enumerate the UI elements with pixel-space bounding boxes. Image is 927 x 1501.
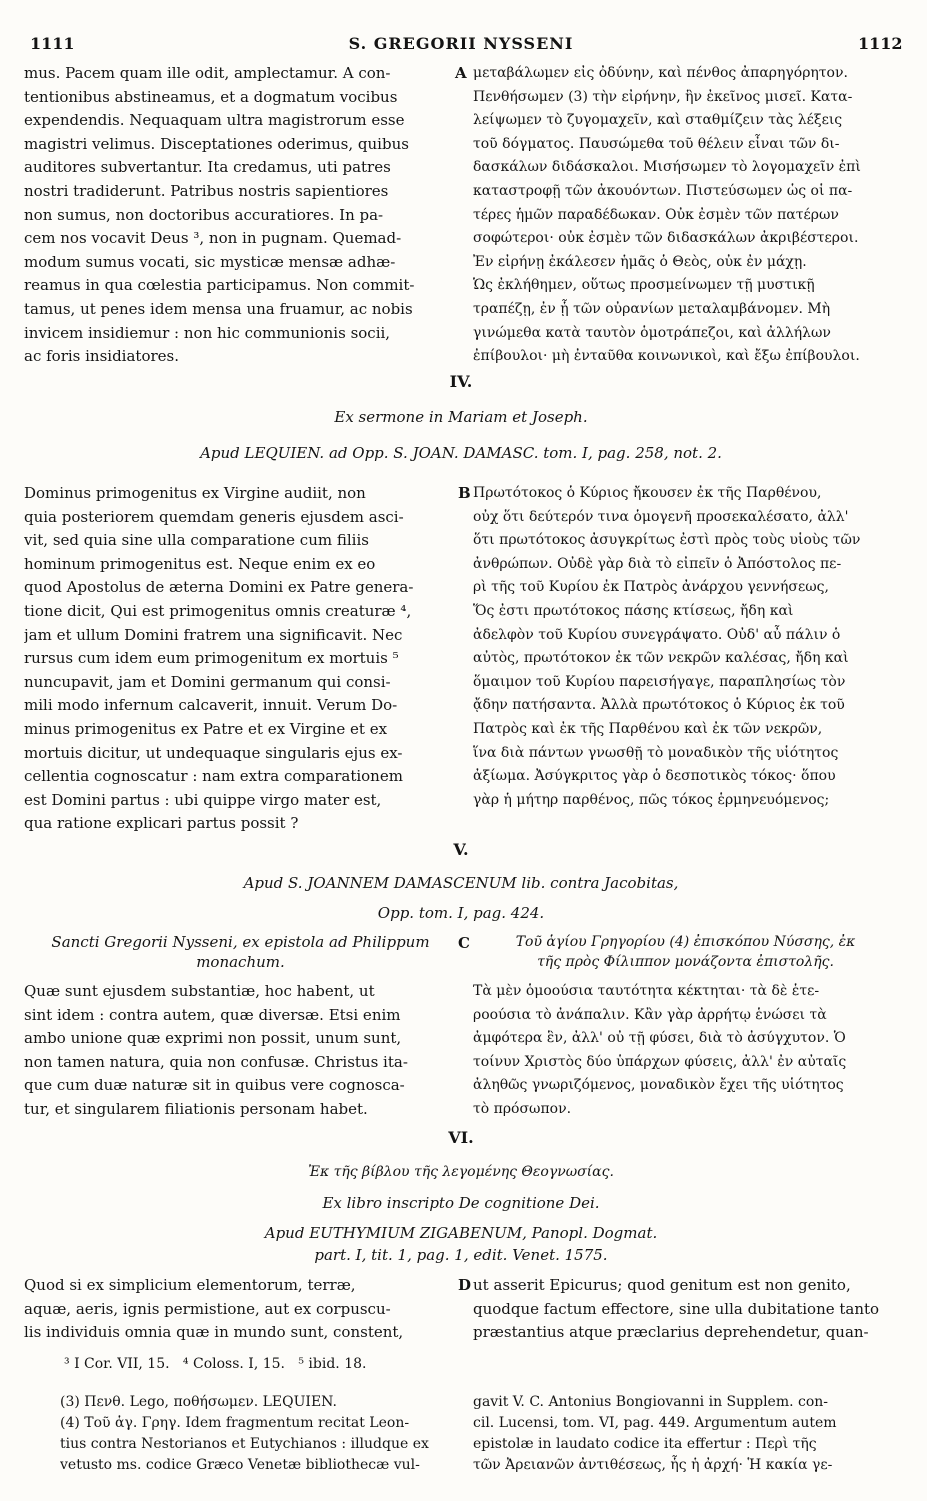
text-line: quia posteriorem quemdam generis ejusdem asci- (24, 507, 404, 526)
text-line: modum sumus vocati, sic mysticæ mensæ adhæ- (24, 252, 396, 271)
heading-line: Sancti Gregorii Nysseni, ex epistola ad Philippum (51, 933, 430, 951)
text-line: ὅμαιμον τοῦ Κυρίου παρεισήγαγε, παραπλησίως τὸν (473, 673, 846, 690)
text-line: est Domini partus : ubi quippe virgo mater est, (24, 790, 382, 809)
text-line: que cum duæ naturæ sit in quibus vere cognosca- (24, 1076, 405, 1095)
text-line: invicem insidiemur : non hic communionis socii, (24, 323, 391, 342)
section4-latin-column (24, 482, 457, 836)
footnote-line: (4) Τοῦ ἁγ. Γρηγ. Idem fragmentum recitat Leon- (60, 1415, 410, 1431)
margin-marker-d: D (458, 1276, 472, 1294)
text-line: Quod si ex simplicium elementorum, terræ, (24, 1276, 356, 1294)
text-line: ἀμφότερα ἓν, ἀλλ' οὐ τῇ φύσει, διὰ τὸ ἀσύγχυτον. Ὁ (473, 1030, 846, 1047)
heading-line: monachum. (196, 953, 285, 971)
text-line: ᾄδην πατήσαντα. Ἀλλὰ πρωτότοκος ὁ Κύριος ἐκ τοῦ (473, 697, 845, 714)
section6-source-line2: part. I, tit. 1, pag. 1, edit. Venet. 1575. (314, 1246, 608, 1264)
text-line: Ὅς ἐστι πρωτότοκος πάσης κτίσεως, ἤδη καὶ (473, 602, 794, 619)
text-line: ροούσια τὸ ἀνάπαλιν. Κἂν γὰρ ἀρρήτῳ ἑνώσει τὰ (473, 1006, 827, 1023)
heading-line: Τοῦ ἁγίου Γρηγορίου (4) ἐπισκόπου Νύσσης, ἐκ (515, 934, 856, 950)
text-line: aquæ, aeris, ignis permistione, aut ex corpuscu- (24, 1299, 391, 1318)
text-line: cem nos vocavit Deus ³, non in pugnam. Quemad- (24, 229, 402, 248)
text-line: tamus, ut penes idem mensa una fruamur, ac nobis (24, 299, 413, 318)
section5-latin-column (24, 980, 457, 1122)
text-line: expendendis. Nequaquam ultra magistrorum esse (24, 111, 405, 130)
text-line: ac foris insidiatores. (24, 347, 179, 366)
text-line: nuncupavit, jam et Domini germanum qui consi- (24, 672, 391, 691)
section-numeral-v: V. (453, 840, 469, 859)
section6-right-column (473, 1274, 898, 1345)
footnote-line: tius contra Nestorianos et Eutychianos : illudque ex (60, 1436, 429, 1452)
text-line: qua ratione explicari partus possit ? (24, 814, 299, 833)
text-line: ἀδελφὸν τοῦ Κυρίου συνεγράψατο. Οὐδ' αὖ πάλιν ὁ (473, 626, 841, 643)
text-line: non sumus, non doctoribus accuratiores. In pa- (24, 205, 384, 224)
text-line: jam et ullum Domini fratrem una significavit. Nec (24, 625, 403, 644)
text-line: ut asserit Epicurus; quod genitum est non genito, (473, 1276, 851, 1294)
text-line: ἵνα διὰ πάντων γνωσθῇ τὸ μοναδικὸν τῆς υἱότητος (473, 744, 839, 761)
text-line: quod Apostolus de æterna Domini ex Patre genera- (24, 578, 414, 597)
text-line: reamus in qua cœlestia participamus. Non commit- (24, 276, 415, 295)
text-line: mus. Pacem quam ille odit, amplectamur. A con- (24, 64, 391, 82)
text-line: Ἐν εἰρήνῃ ἐκάλεσεν ἡμᾶς ὁ Θεὸς, οὐκ ἐν μάχῃ. (473, 253, 807, 270)
text-line: τοῦ δόγματος. Παυσώμεθα τοῦ θέλειν εἶναι τῶν δι- (473, 135, 840, 152)
section6-source-line1: Apud EUTHYMIUM ZIGABENUM, Panopl. Dogmat. (264, 1224, 658, 1242)
section5-source-line2: Opp. tom. I, pag. 424. (377, 904, 545, 922)
text-line: Dominus primogenitus ex Virgine audiit, non (24, 484, 366, 502)
text-line: καταστροφῇ τῶν ἀκουόντων. Πιστεύσωμεν ὡς οἱ πα- (473, 182, 853, 199)
heading-line: τῆς πρὸς Φίλιππον μονάζοντα ἐπιστολῆς. (537, 954, 834, 970)
text-line: præstantius atque præclarius deprehendetur, quan- (473, 1323, 869, 1342)
section5-source-line1: Apud S. JOANNEM DAMASCENUM lib. contra Jacobitas, (243, 874, 679, 892)
text-line: τὸ πρόσωπον. (473, 1100, 572, 1117)
text-line: σοφώτεροι· οὐκ ἐσμὲν τῶν διδασκάλων ἀκριβέστεροι. (473, 230, 859, 247)
section4-source: Apud LEQUIEN. ad Opp. S. JOAN. DAMASC. tom. I, pag. 258, not. 2. (200, 444, 722, 462)
footnote-line: gavit V. C. Antonius Bongiovanni in Supplem. con- (473, 1394, 829, 1410)
text-line: non tamen natura, quia non confusæ. Christus ita- (24, 1052, 408, 1071)
text-line: ρὶ τῆς τοῦ Κυρίου ἐκ Πατρὸς ἀνάρχου γεννήσεως, (473, 579, 829, 596)
margin-marker-a: A (455, 64, 467, 82)
text-line: οὐχ ὅτι δεύτερόν τινα ὁμογενῆ προσεκαλέσατο, ἀλλ' (473, 508, 849, 525)
text-line: Quæ sunt ejusdem substantiæ, hoc habent, ut (24, 982, 375, 1000)
text-line: ὅτι πρωτότοκος ἀσυγκρίτως ἐστὶ πρὸς τοὺς υἱοὺς τῶν (473, 532, 861, 549)
text-line: cellentia cognoscatur : nam extra comparationem (24, 767, 403, 786)
text-line: hominum primogenitus est. Neque enim ex eo (24, 554, 376, 573)
text-line: Πατρὸς καὶ ἐκ τῆς Παρθένου καὶ ἐκ τῶν νεκρῶν, (473, 720, 823, 737)
text-line: vit, sed quia sine ulla comparatione cum filiis (24, 531, 369, 550)
footnote-line: (3) Πενθ. Lego, ποθήσωμεν. LEQUIEN. (60, 1394, 337, 1410)
text-line: γινώμεθα κατὰ ταυτὸν ὁμοτράπεζοι, καὶ ἀλλήλων (473, 324, 831, 341)
page-number-left: 1111 (30, 34, 75, 53)
text-line: lis individuis omnia quæ in mundo sunt, constent, (24, 1323, 404, 1342)
text-line: λείψωμεν τὸ ζυγομαχεῖν, καὶ σταθμίζειν τὰς λέξεις (473, 112, 843, 129)
section-numeral-iv: IV. (449, 372, 473, 391)
text-line: γὰρ ἡ μήτηρ παρθένος, πῶς τόκος ἑρμηνευόμενος; (473, 791, 830, 808)
text-line: ἀνθρώπων. Οὐδὲ γὰρ διὰ τὸ εἰπεῖν ὁ Ἀπόστολος πε- (473, 555, 842, 572)
page-number-right: 1112 (858, 34, 903, 53)
text-line: τραπέζῃ, ἐν ᾗ τῶν οὐρανίων μεταλαμβάνομεν. Μὴ (473, 300, 831, 317)
section3-latin-column (24, 62, 457, 369)
section5-greek-column (473, 980, 898, 1122)
margin-marker-b: B (458, 484, 471, 502)
section5-greek-heading (473, 932, 898, 972)
footnotes-left-column (60, 1392, 457, 1476)
text-line: δασκάλων διδάσκαλοι. Μισήσωμεν τὸ λογομαχεῖν ἐπὶ (473, 159, 861, 176)
section3-greek-column (473, 62, 898, 369)
scripture-references: ³ I Cor. VII, 15. ⁴ Coloss. I, 15. ⁵ ibid. 18. (64, 1356, 367, 1372)
margin-marker-c: C (458, 934, 470, 952)
text-line: tur, et singularem filiationis personam habet. (24, 1099, 368, 1118)
text-line: ἀξίωμα. Ἀσύγκριτος γὰρ ὁ δεσποτικὸς τόκος· ὅπου (473, 768, 836, 785)
text-line: τέρες ἡμῶν παραδέδωκαν. Οὐκ ἐσμὲν τῶν πατέρων (473, 206, 839, 223)
text-line: Τὰ μὲν ὁμοούσια ταυτότητα κέκτηται· τὰ δὲ ἑτε- (473, 983, 820, 999)
section6-latin-title: Ex libro inscripto De cognitione Dei. (322, 1194, 600, 1212)
text-line: auditores subvertantur. Ita credamus, uti patres (24, 158, 391, 177)
section4-greek-column (473, 482, 898, 812)
text-line: Ὡς ἐκλήθημεν, οὕτως προσμείνωμεν τῇ μυστικῇ (473, 277, 815, 294)
text-line: αὐτὸς, πρωτότοκον ἐκ τῶν νεκρῶν καλέσας, ἤδη καὶ (473, 650, 849, 667)
text-line: mortuis dicitur, ut undequaque singularis ejus ex- (24, 743, 403, 762)
text-line: ambo unione quæ exprimi non possit, unum sunt, (24, 1029, 402, 1048)
text-line: minus primogenitus ex Patre et ex Virgine et ex (24, 719, 388, 738)
text-line: Πενθήσωμεν (3) τὴν εἰρήνην, ἣν ἐκεῖνος μισεῖ. Κατα- (473, 88, 853, 105)
text-line: mili modo infernum calcaverit, innuit. Verum Do- (24, 696, 398, 715)
text-line: quodque factum effectore, sine ulla dubitatione tanto (473, 1299, 880, 1318)
footnote-line: epistolæ in laudato codice ita effertur : Περὶ τῆς (473, 1436, 817, 1452)
section6-left-column (24, 1274, 457, 1345)
text-line: magistri velimus. Disceptationes oderimus, quibus (24, 134, 409, 153)
text-line: ἐπίβουλοι· μὴ ἐνταῦθα κοινωνικοὶ, καὶ ἔξω ἐπίβουλοι. (473, 348, 860, 365)
text-line: tione dicit, Qui est primogenitus omnis creaturæ ⁴, (24, 601, 412, 620)
section5-latin-heading (24, 932, 457, 972)
section6-greek-title: Ἐκ τῆς βίβλου τῆς λεγομένης Θεογνωσίας. (308, 1164, 614, 1180)
footnote-line: vetusto ms. codice Græco Venetæ bibliothecæ vul- (60, 1457, 420, 1473)
footnote-line: τῶν Ἀρειανῶν ἀντιθέσεως, ἧς ἡ ἀρχή· Ἡ κακία γε- (473, 1457, 833, 1473)
text-line: ἀληθῶς γνωριζόμενος, μοναδικὸν ἔχει τῆς υἱότητος (473, 1077, 844, 1094)
text-line: τοίνυν Χριστὸς δύο ὑπάρχων φύσεις, ἀλλ' ἐν αὐταῖς (473, 1053, 847, 1070)
text-line: sint idem : contra autem, quæ diversæ. Etsi enim (24, 1005, 401, 1024)
running-title: S. GREGORII NYSSENI (348, 34, 574, 53)
text-line: tentionibus abstineamus, et a dogmatum vocibus (24, 87, 398, 106)
footnotes-right-column (473, 1392, 898, 1476)
footnote-line: cil. Lucensi, tom. VI, pag. 449. Argumentum autem (473, 1415, 837, 1431)
text-line: μεταβάλωμεν εἰς ὀδύνην, καὶ πένθος ἀπαρηγόρητον. (473, 65, 848, 81)
text-line: Πρωτότοκος ὁ Κύριος ἤκουσεν ἐκ τῆς Παρθένου, (473, 485, 822, 501)
text-line: nostri tradiderunt. Patribus nostris sapientiores (24, 181, 389, 200)
text-line: rursus cum idem eum primogenitum ex mortuis ⁵ (24, 649, 399, 668)
section4-title: Ex sermone in Mariam et Joseph. (334, 408, 588, 426)
section-numeral-vi: VI. (448, 1128, 474, 1147)
